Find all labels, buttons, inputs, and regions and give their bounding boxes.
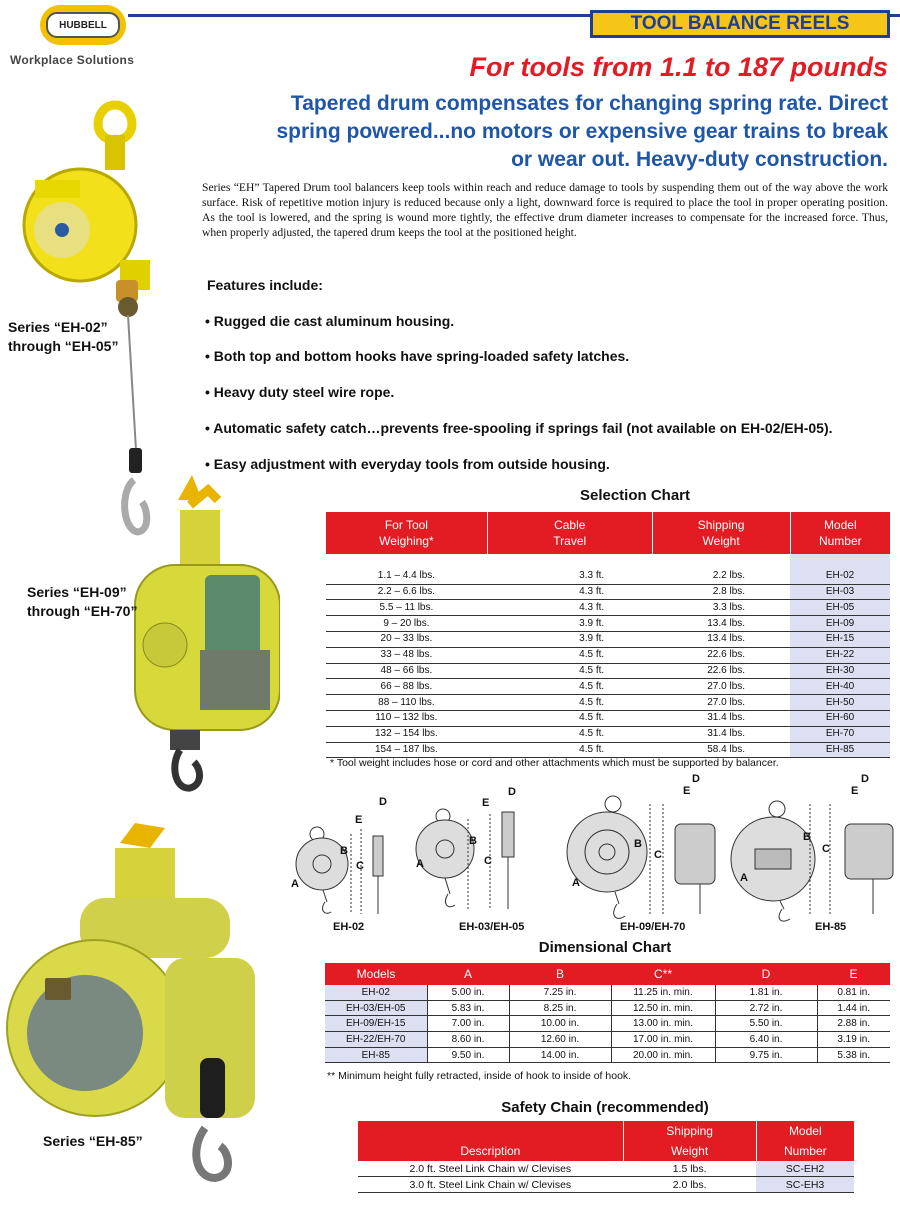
- col-header-description: Description: [358, 1121, 624, 1161]
- table-cell: 58.4 lbs.: [652, 742, 790, 758]
- table-cell: EH-60: [790, 710, 890, 726]
- safety-header-row: [358, 1121, 855, 1161]
- table-cell: 132 – 154 lbs.: [326, 726, 488, 742]
- table-cell: 7.00 in.: [427, 1016, 509, 1032]
- table-cell: 0.81 in.: [817, 985, 890, 1000]
- table-cell: EH-05: [790, 600, 890, 616]
- table-cell: EH-85: [325, 1047, 427, 1063]
- dim-label-a: A: [416, 858, 424, 870]
- col-header-shipping: Shipping Weight: [652, 512, 790, 554]
- eh-09-product-photo: [130, 470, 280, 800]
- table-cell: EH-22: [790, 647, 890, 663]
- table-cell: 3.3 ft.: [487, 569, 652, 584]
- table-cell: 7.25 in.: [509, 985, 611, 1000]
- table-cell: 88 – 110 lbs.: [326, 695, 488, 711]
- table-cell: EH-40: [790, 679, 890, 695]
- feature-item: • Automatic safety catch…prevents free-spooling if springs fail (not available on EH-02/EH-05).: [205, 420, 833, 436]
- table-row: [325, 1047, 890, 1063]
- eh-09-caption: [27, 583, 137, 621]
- table-cell: 3.3 lbs.: [652, 600, 790, 616]
- table-cell: 8.60 in.: [427, 1032, 509, 1048]
- table-row: [358, 1161, 855, 1177]
- table-row: [326, 742, 891, 758]
- table-row: [326, 631, 891, 647]
- company-subtitle: Workplace Solutions: [10, 53, 135, 67]
- diagram-label: EH-03/EH-05: [459, 921, 525, 933]
- dimensional-table: [325, 963, 890, 1063]
- table-cell: 22.6 lbs.: [652, 663, 790, 679]
- dim-label-e: E: [683, 785, 691, 797]
- table-cell: 3.9 ft.: [487, 616, 652, 632]
- table-cell: 5.38 in.: [817, 1047, 890, 1063]
- table-cell: EH-70: [790, 726, 890, 742]
- table-cell: 13.4 lbs.: [652, 616, 790, 632]
- table-cell: 1.1 – 4.4 lbs.: [326, 569, 488, 584]
- safety-chain-title: Safety Chain (recommended): [501, 1099, 709, 1116]
- table-cell: 4.3 ft.: [487, 584, 652, 600]
- intro-paragraph: Series “EH” Tapered Drum tool balancers keep tools within reach and reduce damage to tools by suspending them out of the way above the work surface. Risk of repetitive motion injury is reduced because only a light, downward force is required to place the tool in proper operating position. As the tool is lowered, and the spring is wound more tightly, the effective drum diameter increases to compensate for the increased force. Thus, when properly adjusted, the tapered drum keeps the tool at the positioned height.: [202, 181, 888, 239]
- table-cell: 5.5 – 11 lbs.: [326, 600, 488, 616]
- table-cell: 27.0 lbs.: [652, 679, 790, 695]
- dimensional-header-row: [325, 963, 890, 985]
- dim-label-d: D: [379, 796, 387, 808]
- selection-header-row: [326, 512, 891, 554]
- table-cell: 154 – 187 lbs.: [326, 742, 488, 758]
- table-cell: 4.5 ft.: [487, 695, 652, 711]
- table-cell: 12.60 in.: [509, 1032, 611, 1048]
- table-cell: EH-02: [790, 569, 890, 584]
- table-cell: 4.5 ft.: [487, 663, 652, 679]
- dimensional-chart-title: Dimensional Chart: [538, 939, 672, 956]
- table-cell: EH-50: [790, 695, 890, 711]
- table-cell: 11.25 in. min.: [611, 985, 715, 1000]
- table-row: [326, 616, 891, 632]
- table-cell: SC-EH3: [756, 1177, 854, 1193]
- dimension-diagrams: [285, 774, 900, 936]
- table-cell: EH-03/EH-05: [325, 1000, 427, 1016]
- table-cell: 22.6 lbs.: [652, 647, 790, 663]
- feature-item: • Both top and bottom hooks have spring-loaded safety latches.: [205, 348, 630, 364]
- table-cell: 1.44 in.: [817, 1000, 890, 1016]
- table-row: [326, 569, 891, 584]
- table-cell: 13.4 lbs.: [652, 631, 790, 647]
- table-cell: 110 – 132 lbs.: [326, 710, 488, 726]
- table-cell: 4.5 ft.: [487, 647, 652, 663]
- dim-label-c: C: [484, 855, 492, 867]
- table-cell: EH-03: [790, 584, 890, 600]
- table-row: [326, 663, 891, 679]
- table-cell: 6.40 in.: [715, 1032, 817, 1048]
- dim-label-d: D: [508, 786, 516, 798]
- table-cell: 10.00 in.: [509, 1016, 611, 1032]
- table-cell: 5.83 in.: [427, 1000, 509, 1016]
- col-header-c: C**: [611, 963, 715, 985]
- table-cell: 3.0 ft. Steel Link Chain w/ Clevises: [358, 1177, 624, 1193]
- table-cell: EH-09: [790, 616, 890, 632]
- table-cell: 4.5 ft.: [487, 679, 652, 695]
- table-row: [326, 710, 891, 726]
- table-cell: EH-22/EH-70: [325, 1032, 427, 1048]
- table-cell: 1.81 in.: [715, 985, 817, 1000]
- table-cell: 4.5 ft.: [487, 742, 652, 758]
- table-cell: 4.5 ft.: [487, 726, 652, 742]
- caption-line: through “EH-70”: [27, 603, 138, 619]
- dim-label-e: E: [355, 814, 363, 826]
- table-cell: 66 – 88 lbs.: [326, 679, 488, 695]
- table-cell: 20 – 33 lbs.: [326, 631, 488, 647]
- col-header-shipping: Shipping Weight: [623, 1121, 756, 1161]
- col-header-cable: Cable Travel: [487, 512, 652, 554]
- table-cell: 4.5 ft.: [487, 710, 652, 726]
- table-cell: 3.9 ft.: [487, 631, 652, 647]
- table-cell: 2.88 in.: [817, 1016, 890, 1032]
- features-title: Features include:: [207, 277, 323, 293]
- dim-label-b: B: [634, 838, 642, 850]
- dim-label-c: C: [654, 849, 662, 861]
- caption-line: Series “EH-02”: [8, 319, 108, 335]
- table-cell: SC-EH2: [756, 1161, 854, 1177]
- table-cell: 48 – 66 lbs.: [326, 663, 488, 679]
- diagram-label: EH-85: [815, 921, 847, 933]
- table-cell: EH-15: [790, 631, 890, 647]
- table-cell: EH-85: [790, 742, 890, 758]
- table-cell: 14.00 in.: [509, 1047, 611, 1063]
- col-header-b: B: [509, 963, 611, 985]
- diagram-label: EH-02: [333, 921, 365, 933]
- table-cell: 12.50 in. min.: [611, 1000, 715, 1016]
- section-banner: [590, 10, 890, 38]
- table-cell: EH-30: [790, 663, 890, 679]
- table-cell: 5.00 in.: [427, 985, 509, 1000]
- dimensional-note: ** Minimum height fully retracted, inside of hook to inside of hook.: [327, 1070, 632, 1082]
- dim-label-a: A: [291, 878, 299, 890]
- col-header-models: Models: [325, 963, 427, 985]
- table-row: [325, 1000, 890, 1016]
- caption-line: Series “EH-09”: [27, 584, 127, 600]
- table-row: [326, 600, 891, 616]
- table-row: [325, 1016, 890, 1032]
- diagram-label: EH-09/EH-70: [620, 921, 686, 933]
- dim-label-e: E: [482, 797, 490, 809]
- table-row: [326, 647, 891, 663]
- table-cell: 2.2 – 6.6 lbs.: [326, 584, 488, 600]
- table-row: [358, 1177, 855, 1193]
- col-header-weight: For Tool Weighing*: [326, 512, 488, 554]
- table-cell: 8.25 in.: [509, 1000, 611, 1016]
- dim-label-d: D: [861, 773, 869, 785]
- table-cell: 33 – 48 lbs.: [326, 647, 488, 663]
- table-cell: 9.50 in.: [427, 1047, 509, 1063]
- table-cell: 2.0 ft. Steel Link Chain w/ Clevises: [358, 1161, 624, 1177]
- dim-label-c: C: [356, 860, 364, 872]
- table-cell: 9.75 in.: [715, 1047, 817, 1063]
- dim-label-b: B: [803, 831, 811, 843]
- feature-item: • Rugged die cast aluminum housing.: [205, 313, 455, 329]
- table-cell: 9 – 20 lbs.: [326, 616, 488, 632]
- dim-label-c: C: [822, 843, 830, 855]
- table-cell: EH-02: [325, 985, 427, 1000]
- selection-note: * Tool weight includes hose or cord and other attachments which must be supported by balancer.: [330, 757, 779, 769]
- table-row: [325, 985, 890, 1000]
- col-header-a: A: [427, 963, 509, 985]
- table-cell: 4.3 ft.: [487, 600, 652, 616]
- eh-85-caption: Series “EH-85”: [43, 1133, 143, 1149]
- logo-text: HUBBELL: [46, 12, 120, 38]
- table-cell: 31.4 lbs.: [652, 726, 790, 742]
- feature-item: • Heavy duty steel wire rope.: [205, 384, 395, 400]
- col-header-model: Model Number: [756, 1121, 854, 1161]
- table-cell: 2.8 lbs.: [652, 584, 790, 600]
- dim-label-a: A: [740, 872, 748, 884]
- feature-item: • Easy adjustment with everyday tools from outside housing.: [205, 456, 610, 472]
- subheadline: Tapered drum compensates for changing spring rate. Direct spring powered...no motors or expensive gear trains to break or wear out. Heavy-duty construction.: [276, 92, 888, 171]
- table-cell: 31.4 lbs.: [652, 710, 790, 726]
- table-cell: 2.2 lbs.: [652, 569, 790, 584]
- selection-table: [325, 512, 890, 758]
- table-cell: 3.19 in.: [817, 1032, 890, 1048]
- col-header-d: D: [715, 963, 817, 985]
- dim-label-e: E: [851, 785, 859, 797]
- table-cell: 1.5 lbs.: [623, 1161, 756, 1177]
- table-row: [326, 695, 891, 711]
- table-row: [326, 726, 891, 742]
- table-cell: EH-09/EH-15: [325, 1016, 427, 1032]
- dim-label-a: A: [572, 877, 580, 889]
- table-cell: 5.50 in.: [715, 1016, 817, 1032]
- table-cell: 2.72 in.: [715, 1000, 817, 1016]
- headline: For tools from 1.1 to 187 pounds: [469, 52, 888, 82]
- eh-02-caption: [8, 318, 118, 356]
- dim-label-d: D: [692, 773, 700, 785]
- col-header-model: Model Number: [790, 512, 890, 554]
- hubbell-logo: [40, 5, 126, 45]
- dim-label-b: B: [469, 835, 477, 847]
- table-row: [325, 1032, 890, 1048]
- table-cell: 20.00 in. min.: [611, 1047, 715, 1063]
- dim-label-b: B: [340, 845, 348, 857]
- caption-line: through “EH-05”: [8, 338, 119, 354]
- table-cell: 2.0 lbs.: [623, 1177, 756, 1193]
- table-row: [326, 584, 891, 600]
- table-cell: 17.00 in. min.: [611, 1032, 715, 1048]
- table-row: [326, 679, 891, 695]
- table-cell: 27.0 lbs.: [652, 695, 790, 711]
- col-header-e: E: [817, 963, 890, 985]
- banner-text: TOOL BALANCE REELS: [593, 13, 887, 35]
- safety-table: [357, 1121, 854, 1193]
- table-cell: 13.00 in. min.: [611, 1016, 715, 1032]
- selection-chart-title: Selection Chart: [579, 487, 691, 504]
